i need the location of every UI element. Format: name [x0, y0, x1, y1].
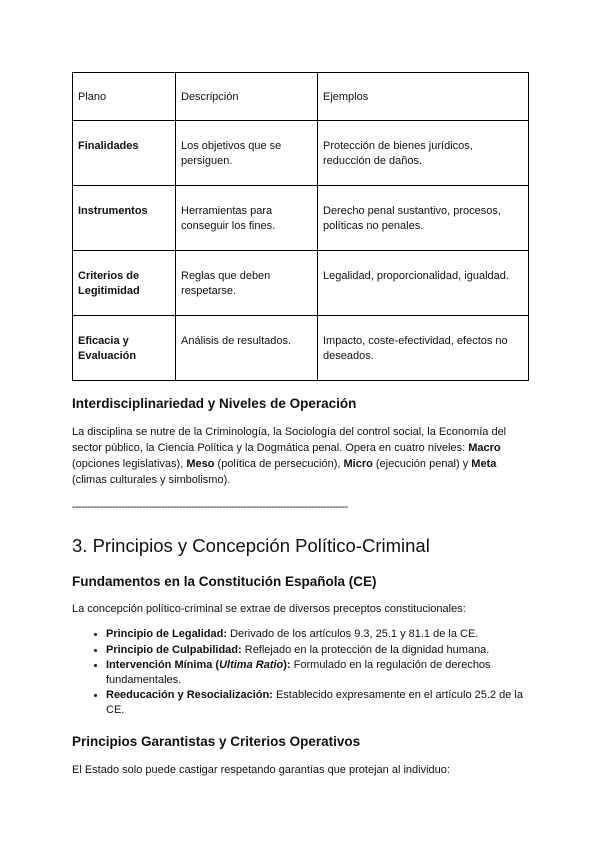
document-page [72, 72, 528, 778]
cell-ejemplos: Derecho penal sustantivo, procesos, políticas no penales. [318, 186, 529, 251]
paragraph-text: (climas culturales y simbolismo). [72, 474, 231, 486]
interdisciplinary-heading: Interdisciplinariedad y Niveles de Operación [72, 396, 357, 411]
cell-ejemplos: Legalidad, proporcionalidad, igualdad. [318, 251, 529, 316]
principle-text: Establecido expresamente en el artículo 25.2 de la CE. [106, 689, 523, 716]
cell-descripcion: Reglas que deben respetarse. [176, 251, 318, 316]
paragraph-text: (opciones legislativas), [72, 458, 187, 470]
principle-label-pre: Intervención Mínima ( [106, 659, 220, 671]
principle-label-italic: Ultima Ratio [219, 659, 284, 671]
cell-descripcion: Los objetivos que se persiguen. [176, 121, 318, 186]
principle-text: Reflejado en la protección de la dignidad humana. [241, 643, 490, 656]
level-micro: Micro [343, 458, 373, 470]
guarantees-heading: Principios Garantistas y Criterios Operativos [72, 734, 361, 749]
guarantees-intro: El Estado solo puede castigar respetando garantías que protejan al individuo: [72, 764, 450, 776]
principle-label [106, 659, 291, 671]
cell-plano: Criterios de Legitimidad [73, 251, 176, 316]
table-row [73, 316, 529, 381]
paragraph-text: (política de persecución), [214, 458, 344, 470]
header-ejemplos: Ejemplos [318, 73, 529, 121]
planes-table [72, 72, 529, 381]
cell-plano: Finalidades [73, 121, 176, 186]
level-meso: Meso [186, 458, 215, 470]
header-plano: Plano [73, 73, 176, 121]
list-item [106, 688, 528, 717]
interdisciplinary-paragraph [72, 424, 528, 488]
principle-text: Derivado de los artículos 9.3, 25.1 y 81.1 de la CE. [227, 628, 479, 640]
header-descripcion: Descripción [176, 73, 318, 121]
table-row [73, 186, 529, 251]
cell-descripcion: Análisis de resultados. [176, 316, 318, 381]
principle-text: Formulado en la regulación de derechos fundamentales. [106, 659, 491, 686]
level-meta: Meta [471, 458, 497, 470]
table-header-row [73, 73, 529, 121]
principle-label-post: ): [283, 659, 291, 671]
constitution-intro: La concepción político-criminal se extrae de diversos preceptos constitucionales: [72, 603, 466, 615]
list-item [106, 643, 528, 658]
constitution-heading: Fundamentos en la Constitución Española (CE) [72, 574, 377, 589]
cell-ejemplos: Impacto, coste-efectividad, efectos no deseados. [318, 316, 529, 381]
principles-list [72, 627, 528, 717]
cell-plano: Eficacia y Evaluación [73, 316, 176, 381]
section-3-title: 3. Principios y Concepción Político-Criminal [72, 535, 430, 556]
principle-label: Principio de Culpabilidad: [106, 643, 242, 656]
cell-ejemplos: Protección de bienes jurídicos, reducción de daños. [318, 121, 529, 186]
list-item [106, 627, 528, 642]
table-row [73, 121, 529, 186]
cell-descripcion: Herramientas para conseguir los fines. [176, 186, 318, 251]
separator-line: ------------------------------------------------------------------------------------------ [72, 501, 348, 513]
paragraph-text: La disciplina se nutre de la Criminología, la Sociología del control social, la Economía del sector público, la Ciencia Política y la Dogmática penal. Opera en cuatro niveles: [72, 426, 507, 454]
table-row [73, 251, 529, 316]
principle-label: Principio de Legalidad: [106, 628, 228, 640]
paragraph-text: (ejecución penal) y [372, 458, 472, 470]
cell-plano: Instrumentos [73, 186, 176, 251]
principle-label: Reeducación y Resocialización: [106, 689, 273, 701]
level-macro: Macro [468, 442, 501, 454]
list-item [106, 658, 528, 687]
